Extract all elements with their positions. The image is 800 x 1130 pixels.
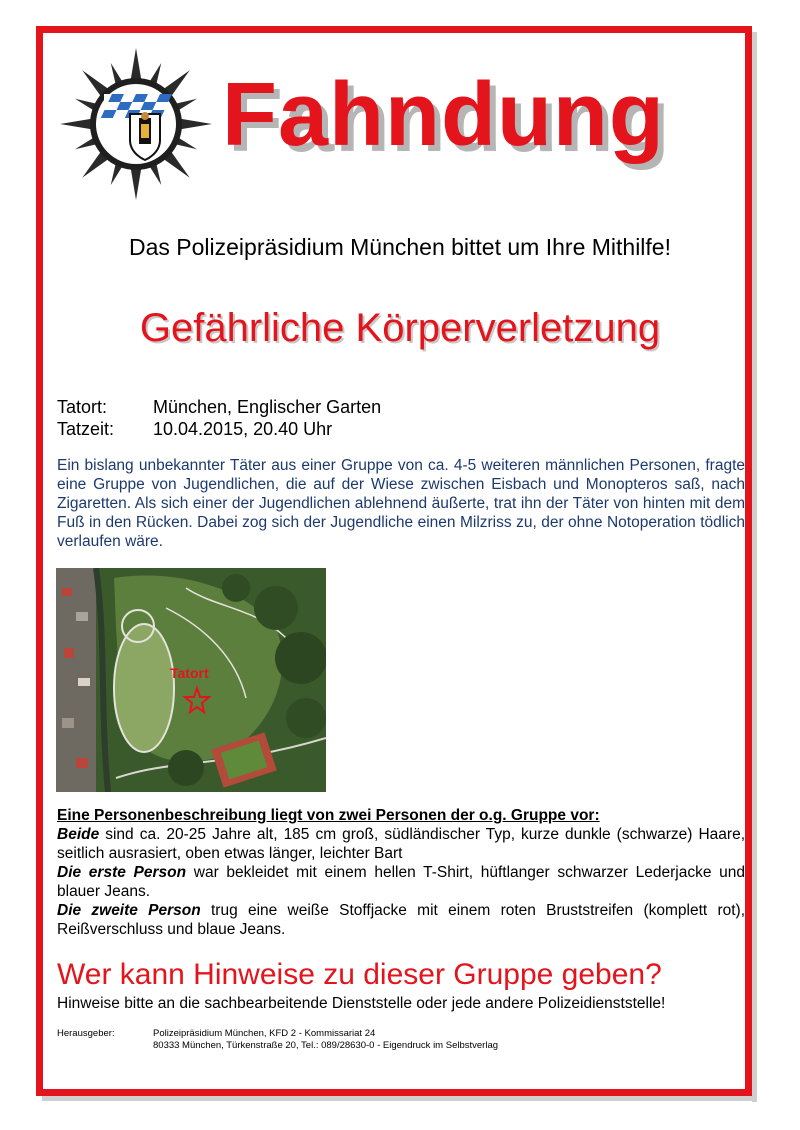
headline: Fahndung [222,65,665,165]
subtitle: Das Polizeipräsidium München bittet um Ihre Mithilfe! [128,234,671,260]
call-to-action: Wer kann Hinweise zu dieser Gruppe geben? [57,958,662,991]
contact-hint: Hinweise bitte an die sachbearbeitende Dienststelle oder jede andere Polizeidienststelle! [57,995,666,1012]
aerial-map [56,568,326,792]
fact-crime-time [57,418,332,440]
police-star-badge-icon [58,46,214,202]
person-entry-lead: Die zweite Person [57,902,201,919]
person-entry-second [57,901,745,939]
incident-description: Ein bislang unbekannter Täter aus einer Gruppe von ca. 4-5 weiteren männlichen Personen, fragte eine Gruppe von Jugendlichen, die auf der Wiese zwischen Eisbach und Monopteros saß, nach Zigaretten. Als sich einer der Jugendlichen ablehnend äußerte, trat ihn der Täter von hinten mit dem Fuß in den Rücken. Dabei zog sich der Jugendliche einen Milzriss zu, der ohne Notoperation tödlich verlaufen wäre. [57,457,745,550]
frame-shadow-bottom [42,1096,757,1101]
fact-label: Tatzeit: [57,419,115,439]
frame-shadow-right [752,32,757,1102]
person-entry-text: sind ca. 20-25 Jahre alt, 185 cm groß, südländischer Typ, kurze dunkle (schwarze) Haare, seitlich ausrasiert, oben etwas länger, leichter Bart [57,826,745,862]
fact-value: München, Englischer Garten [153,397,382,417]
person-entry-text: war bekleidet mit einem hellen T-Shirt, hüftlanger schwarzer Lederjacke und blauer Jeans. [57,864,745,900]
persons-heading: Eine Personenbeschreibung liegt von zwei Personen der o.g. Gruppe vor: [57,807,600,824]
imprint-label: Herausgeber: [57,1028,115,1039]
fact-value: 10.04.2015, 20.40 Uhr [153,419,333,439]
person-entry-lead: Beide [57,826,100,843]
map-label: Tatort [170,665,209,681]
person-entry-first [57,863,745,901]
person-entry-both [57,825,745,863]
imprint-text [153,1028,498,1052]
crime-title: Gefährliche Körperverletzung [139,306,661,350]
imprint-line-1: Polizeipräsidium München, KFD 2 - Kommissariat 24 [153,1028,376,1039]
fact-crime-scene [57,396,381,418]
person-entry-text: trug eine weiße Stoffjacke mit einem roten Bruststreifen (komplett rot), Reißverschluss und blaue Jeans. [57,902,746,938]
imprint-line-2: 80333 München, Türkenstraße 20, Tel.: 089/28630-0 - Eigendruck im Selbstverlag [153,1040,499,1051]
fact-label: Tatort: [57,397,108,417]
person-descriptions [57,806,745,939]
person-entry-lead: Die erste Person [57,864,187,881]
